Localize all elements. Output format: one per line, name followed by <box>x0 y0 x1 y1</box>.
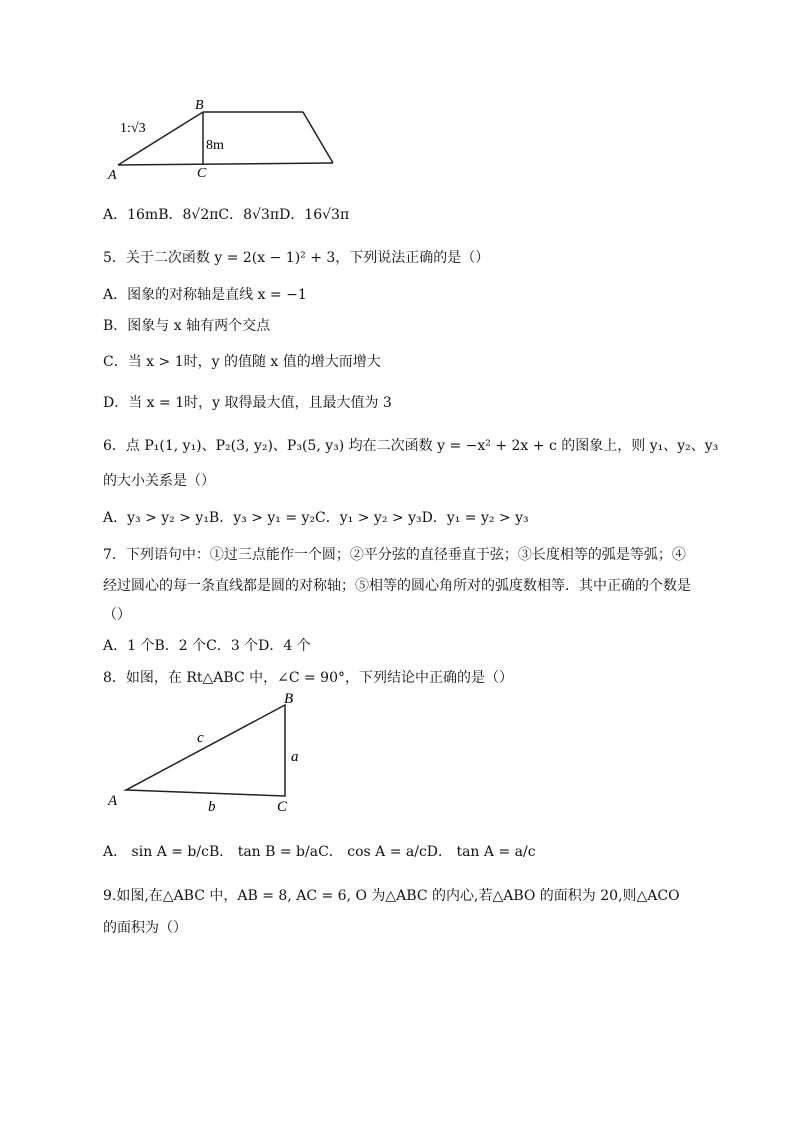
side-label-b: b <box>208 799 216 815</box>
q9-line2: 的面积为（） <box>103 920 187 936</box>
vertex-label-c: C <box>197 166 207 181</box>
right-slope <box>303 112 333 163</box>
q5-stem: 5．关于二次函数 y = 2(x − 1)² + 3，下列说法正确的是（） <box>103 250 490 266</box>
triangle-abc <box>126 705 285 796</box>
q5-option-b: B．图象与 x 轴有两个交点 <box>103 318 271 334</box>
vertex-label-a: A <box>108 168 117 183</box>
q6-stem-line2: 的大小关系是（） <box>103 473 215 489</box>
right-triangle-figure <box>100 688 315 818</box>
side-label-a: a <box>291 749 299 765</box>
base-line <box>118 163 333 165</box>
q7-options: A．1 个B．2 个C．3 个D．4 个 <box>103 638 311 654</box>
q8-stem: 8．如图，在 Rt△ABC 中，∠C = 90°，下列结论中正确的是（） <box>103 670 513 686</box>
slope-label: 1:√3 <box>120 121 146 136</box>
slope-line-ab <box>118 112 203 165</box>
dam-figure <box>100 95 345 185</box>
q7-line2: 经过圆心的每一条直线都是圆的对称轴；⑤相等的圆心角所对的弧度数相等．其中正确的个数是 <box>103 578 691 594</box>
q6-options: A．y₃ > y₂ > y₁B．y₃ > y₁ = y₂C．y₁ > y₂ > y₃D．y₁ = y₂ > y₃ <box>103 510 529 526</box>
vertex-label-a: A <box>108 793 118 809</box>
q8-options: A． sin A = b/cB． tan B = b/aC． cos A = a/cD． tan A = a/c <box>103 844 536 860</box>
q5-option-d: D．当 x = 1时，y 取得最大值，且最大值为 3 <box>103 395 392 411</box>
q7-line1: 7．下列语句中：①过三点能作一个圆；②平分弦的直径垂直于弦；③长度相等的弧是等弧；④ <box>103 547 686 563</box>
q5-option-a: A．图象的对称轴是直线 x = −1 <box>103 287 307 303</box>
vertex-label-c: C <box>277 799 288 815</box>
side-label-c: c <box>197 730 204 746</box>
vertex-label-b: B <box>195 98 204 113</box>
q6-stem-line1: 6．点 P₁(1, y₁)、P₂(3, y₂)、P₃(5, y₃) 均在二次函数 y = −x² + 2x + c 的图象上，则 y₁、y₂、y₃ <box>103 438 719 454</box>
q9-line1: 9.如图,在△ABC 中，AB = 8, AC = 6, O 为△ABC 的内心,若△ABO 的面积为 20,则△ACO <box>103 888 680 904</box>
vertex-label-b: B <box>284 691 294 707</box>
q4-options: A．16mB．8√2πC．8√3πD．16√3π <box>103 207 350 223</box>
q5-option-c: C．当 x > 1时，y 的值随 x 值的增大而增大 <box>103 354 381 370</box>
q7-line3: （） <box>103 607 131 623</box>
height-label: 8m <box>206 138 224 153</box>
